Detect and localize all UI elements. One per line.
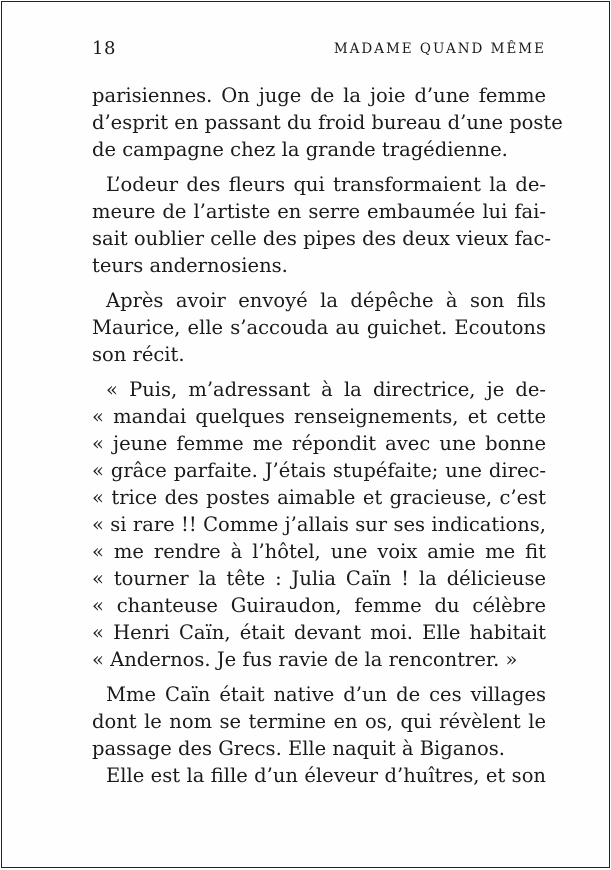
page-number: 18 [92, 38, 116, 59]
text-line: dont le nom se termine en os, qui révèlent le [92, 710, 546, 733]
running-title: MADAME QUAND MÊME [333, 41, 546, 57]
text-line: Elle est la fille d’un éleveur d’huîtres, et son [106, 764, 546, 787]
quote-line: « chanteuse Guiraudon, femme du célèbre [92, 594, 546, 617]
text-line: parisiennes. On juge de la joie d’une femme [92, 84, 546, 107]
quote-line: « Puis, m’adressant à la directrice, je de- [106, 378, 546, 401]
quote-line: « Andernos. Je fus ravie de la rencontrer. » [92, 648, 518, 671]
quote-line: « tourner la tête : Julia Caïn ! la délicieuse [92, 567, 546, 590]
quote-line: « si rare !! Comme j’allais sur ses indications, [92, 513, 546, 536]
text-line: L’odeur des fleurs qui transformaient la de- [106, 173, 546, 196]
quote-line: « me rendre à l’hôtel, une voix amie me fit [92, 540, 546, 563]
quote-line: « Henri Caïn, était devant moi. Elle habitait [92, 621, 546, 644]
quote-line: « jeune femme me répondit avec une bonne [92, 432, 546, 455]
text-line: passage des Grecs. Elle naquit à Biganos. [92, 737, 505, 760]
text-line: Mme Caïn était native d’un de ces villages [106, 683, 546, 706]
book-page [1, 1, 610, 868]
page-header [92, 38, 546, 62]
quote-line: « trice des postes aimable et gracieuse, c’est [92, 486, 546, 509]
text-line: son récit. [92, 343, 185, 366]
quote-line: « mandai quelques renseignements, et cette [92, 405, 546, 428]
text-line: Après avoir envoyé la dépêche à son fils [106, 289, 546, 312]
body-text [92, 82, 563, 789]
text-line: Maurice, elle s’accouda au guichet. Ecoutons [92, 316, 546, 339]
text-line: de campagne chez la grande tragédienne. [92, 138, 508, 161]
text-line: sait oublier celle des pipes des deux vieux fac- [92, 227, 551, 250]
text-line: teurs andernosiens. [92, 254, 288, 277]
text-line: d’esprit en passant du froid bureau d’une poste [92, 111, 563, 134]
quote-line: « grâce parfaite. J’étais stupéfaite; une direc- [92, 459, 546, 482]
text-line: meure de l’artiste en serre embaumée lui fai- [92, 200, 546, 223]
